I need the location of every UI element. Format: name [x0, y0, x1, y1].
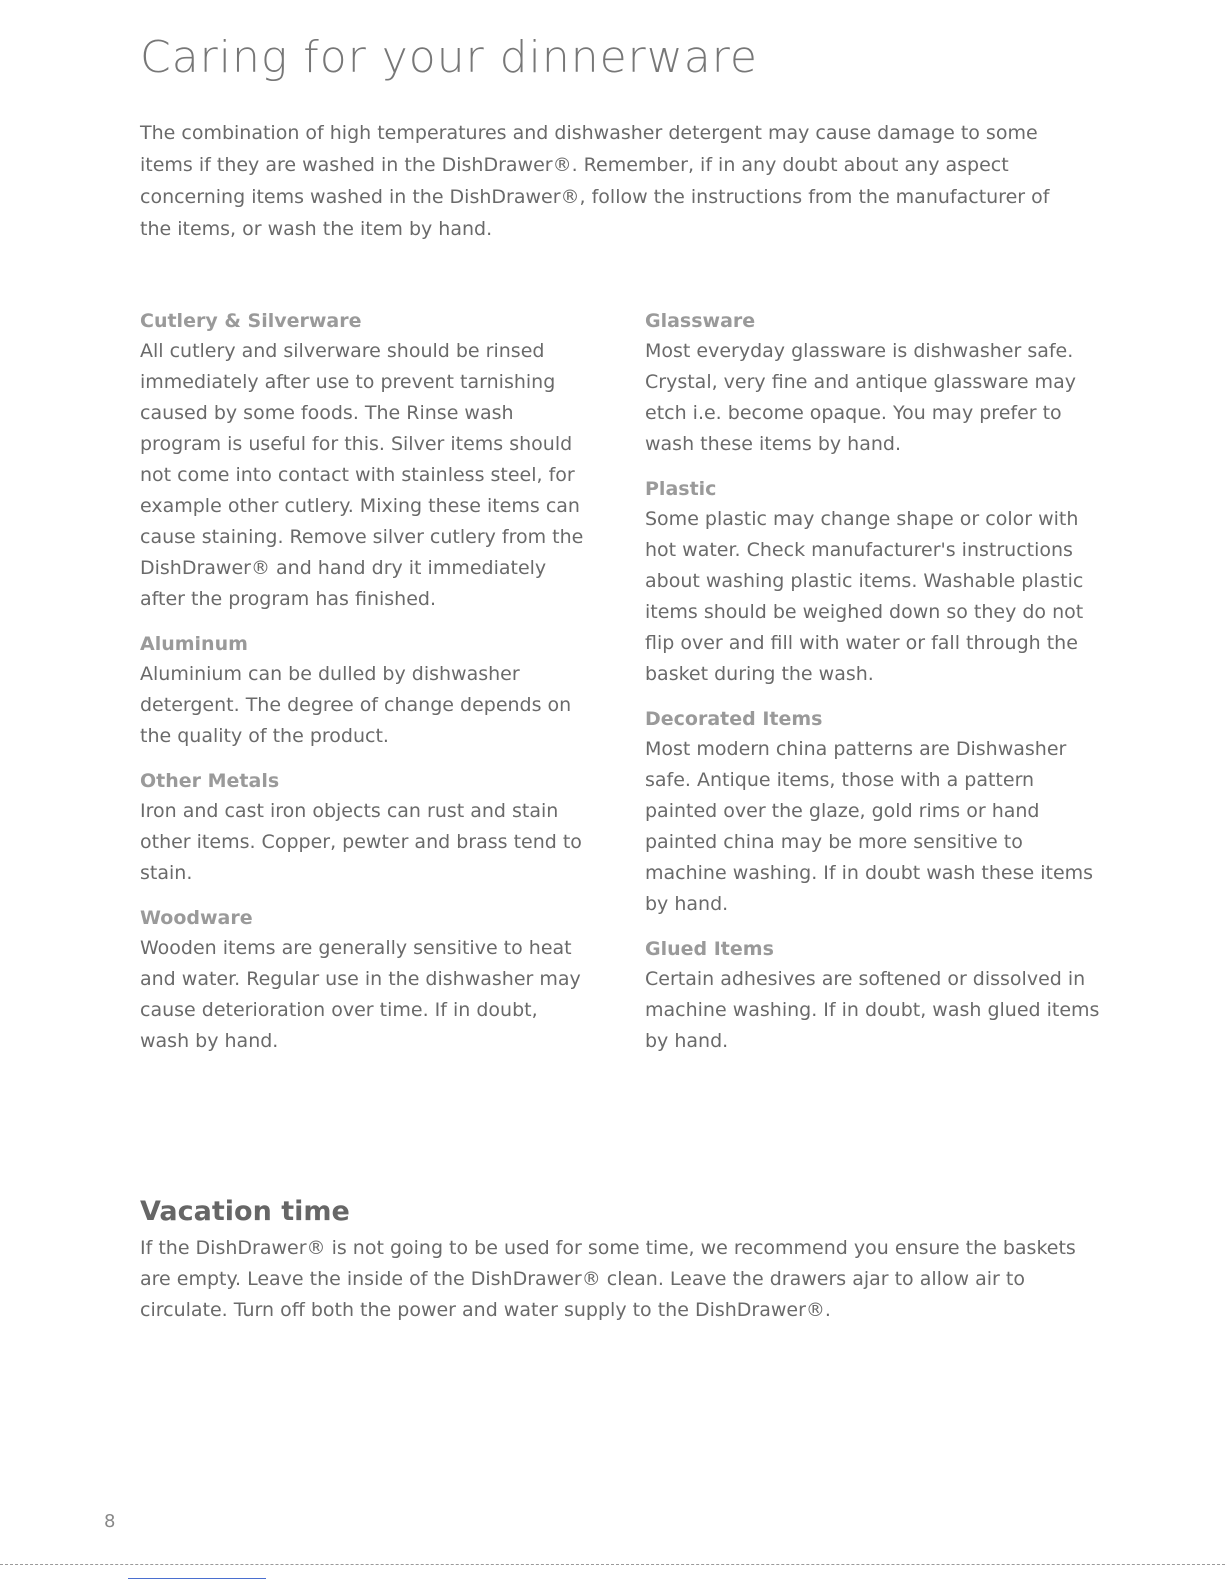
section-text: Most everyday glassware is dishwasher safe. Crystal, very fine and antique glassware may etch i.e. become opaque. You may prefer to wash these items by hand.	[645, 340, 1076, 455]
section-text: Some plastic may change shape or color with hot water. Check manufacturer's instructions about washing plastic items. Washable plastic items should be weighed down so they do not flip over and fill with water or fall through the basket during the wash.	[645, 508, 1084, 685]
section-heading: Aluminum	[140, 633, 248, 655]
section-decorated-items	[645, 704, 1105, 920]
vacation-title: Vacation time	[140, 1196, 350, 1227]
intro-paragraph: The combination of high temperatures and dishwasher detergent may cause damage to some items if they are washed in the DishDrawer®. Remember, if in any doubt about any aspect concerning items washed in the DishDrawer®, follow the instructions from the manufacturer of the items, or wash the item by hand.	[140, 122, 1050, 240]
page-number: 8	[104, 1511, 116, 1532]
section-text: Most modern china patterns are Dishwasher safe. Antique items, those with a pattern painted over the glaze, gold rims or hand painted china may be more sensitive to machine washing. If in doubt wash these items by hand.	[645, 738, 1094, 915]
section-text: Iron and cast iron objects can rust and stain other items. Copper, pewter and brass tend to stain.	[140, 800, 582, 884]
section-text: All cutlery and silverware should be rinsed immediately after use to prevent tarnishing caused by some foods. The Rinse wash program is useful for this. Silver items should not come into contact with stainless steel, for example other cutlery. Mixing these items can cause staining. Remove silver cutlery from the DishDrawer® and hand dry it immediately after the program has finished.	[140, 340, 584, 610]
section-glassware	[645, 306, 1105, 460]
section-text: Aluminium can be dulled by dishwasher detergent. The degree of change depends on the quality of the product.	[140, 663, 572, 747]
section-text: Wooden items are generally sensitive to heat and water. Regular use in the dishwasher may cause deterioration over time. If in doubt, wash by hand.	[140, 937, 581, 1052]
section-text: Certain adhesives are softened or dissolved in machine washing. If in doubt, wash glued items by hand.	[645, 968, 1100, 1052]
vacation-text: If the DishDrawer® is not going to be used for some time, we recommend you ensure the baskets are empty. Leave the inside of the DishDrawer® clean. Leave the drawers ajar to allow air to circulate. Turn off both the power and water supply to the DishDrawer®.	[140, 1237, 1076, 1321]
right-column	[645, 306, 1105, 1071]
section-heading: Plastic	[645, 478, 717, 500]
section-aluminum	[140, 629, 590, 752]
footer-divider	[0, 1564, 1225, 1565]
section-cutlery-silverware	[140, 306, 590, 615]
section-heading: Other Metals	[140, 770, 280, 792]
section-heading: Glued Items	[645, 938, 774, 960]
left-column	[140, 306, 590, 1071]
section-other-metals	[140, 766, 590, 889]
section-heading: Decorated Items	[645, 708, 823, 730]
section-plastic	[645, 474, 1105, 690]
section-woodware	[140, 903, 590, 1057]
section-heading: Cutlery & Silverware	[140, 310, 362, 332]
footer-accent-line	[128, 1578, 266, 1579]
section-glued-items	[645, 934, 1105, 1057]
section-heading: Woodware	[140, 907, 253, 929]
section-heading: Glassware	[645, 310, 756, 332]
page-title: Caring for your dinnerware	[140, 32, 758, 83]
